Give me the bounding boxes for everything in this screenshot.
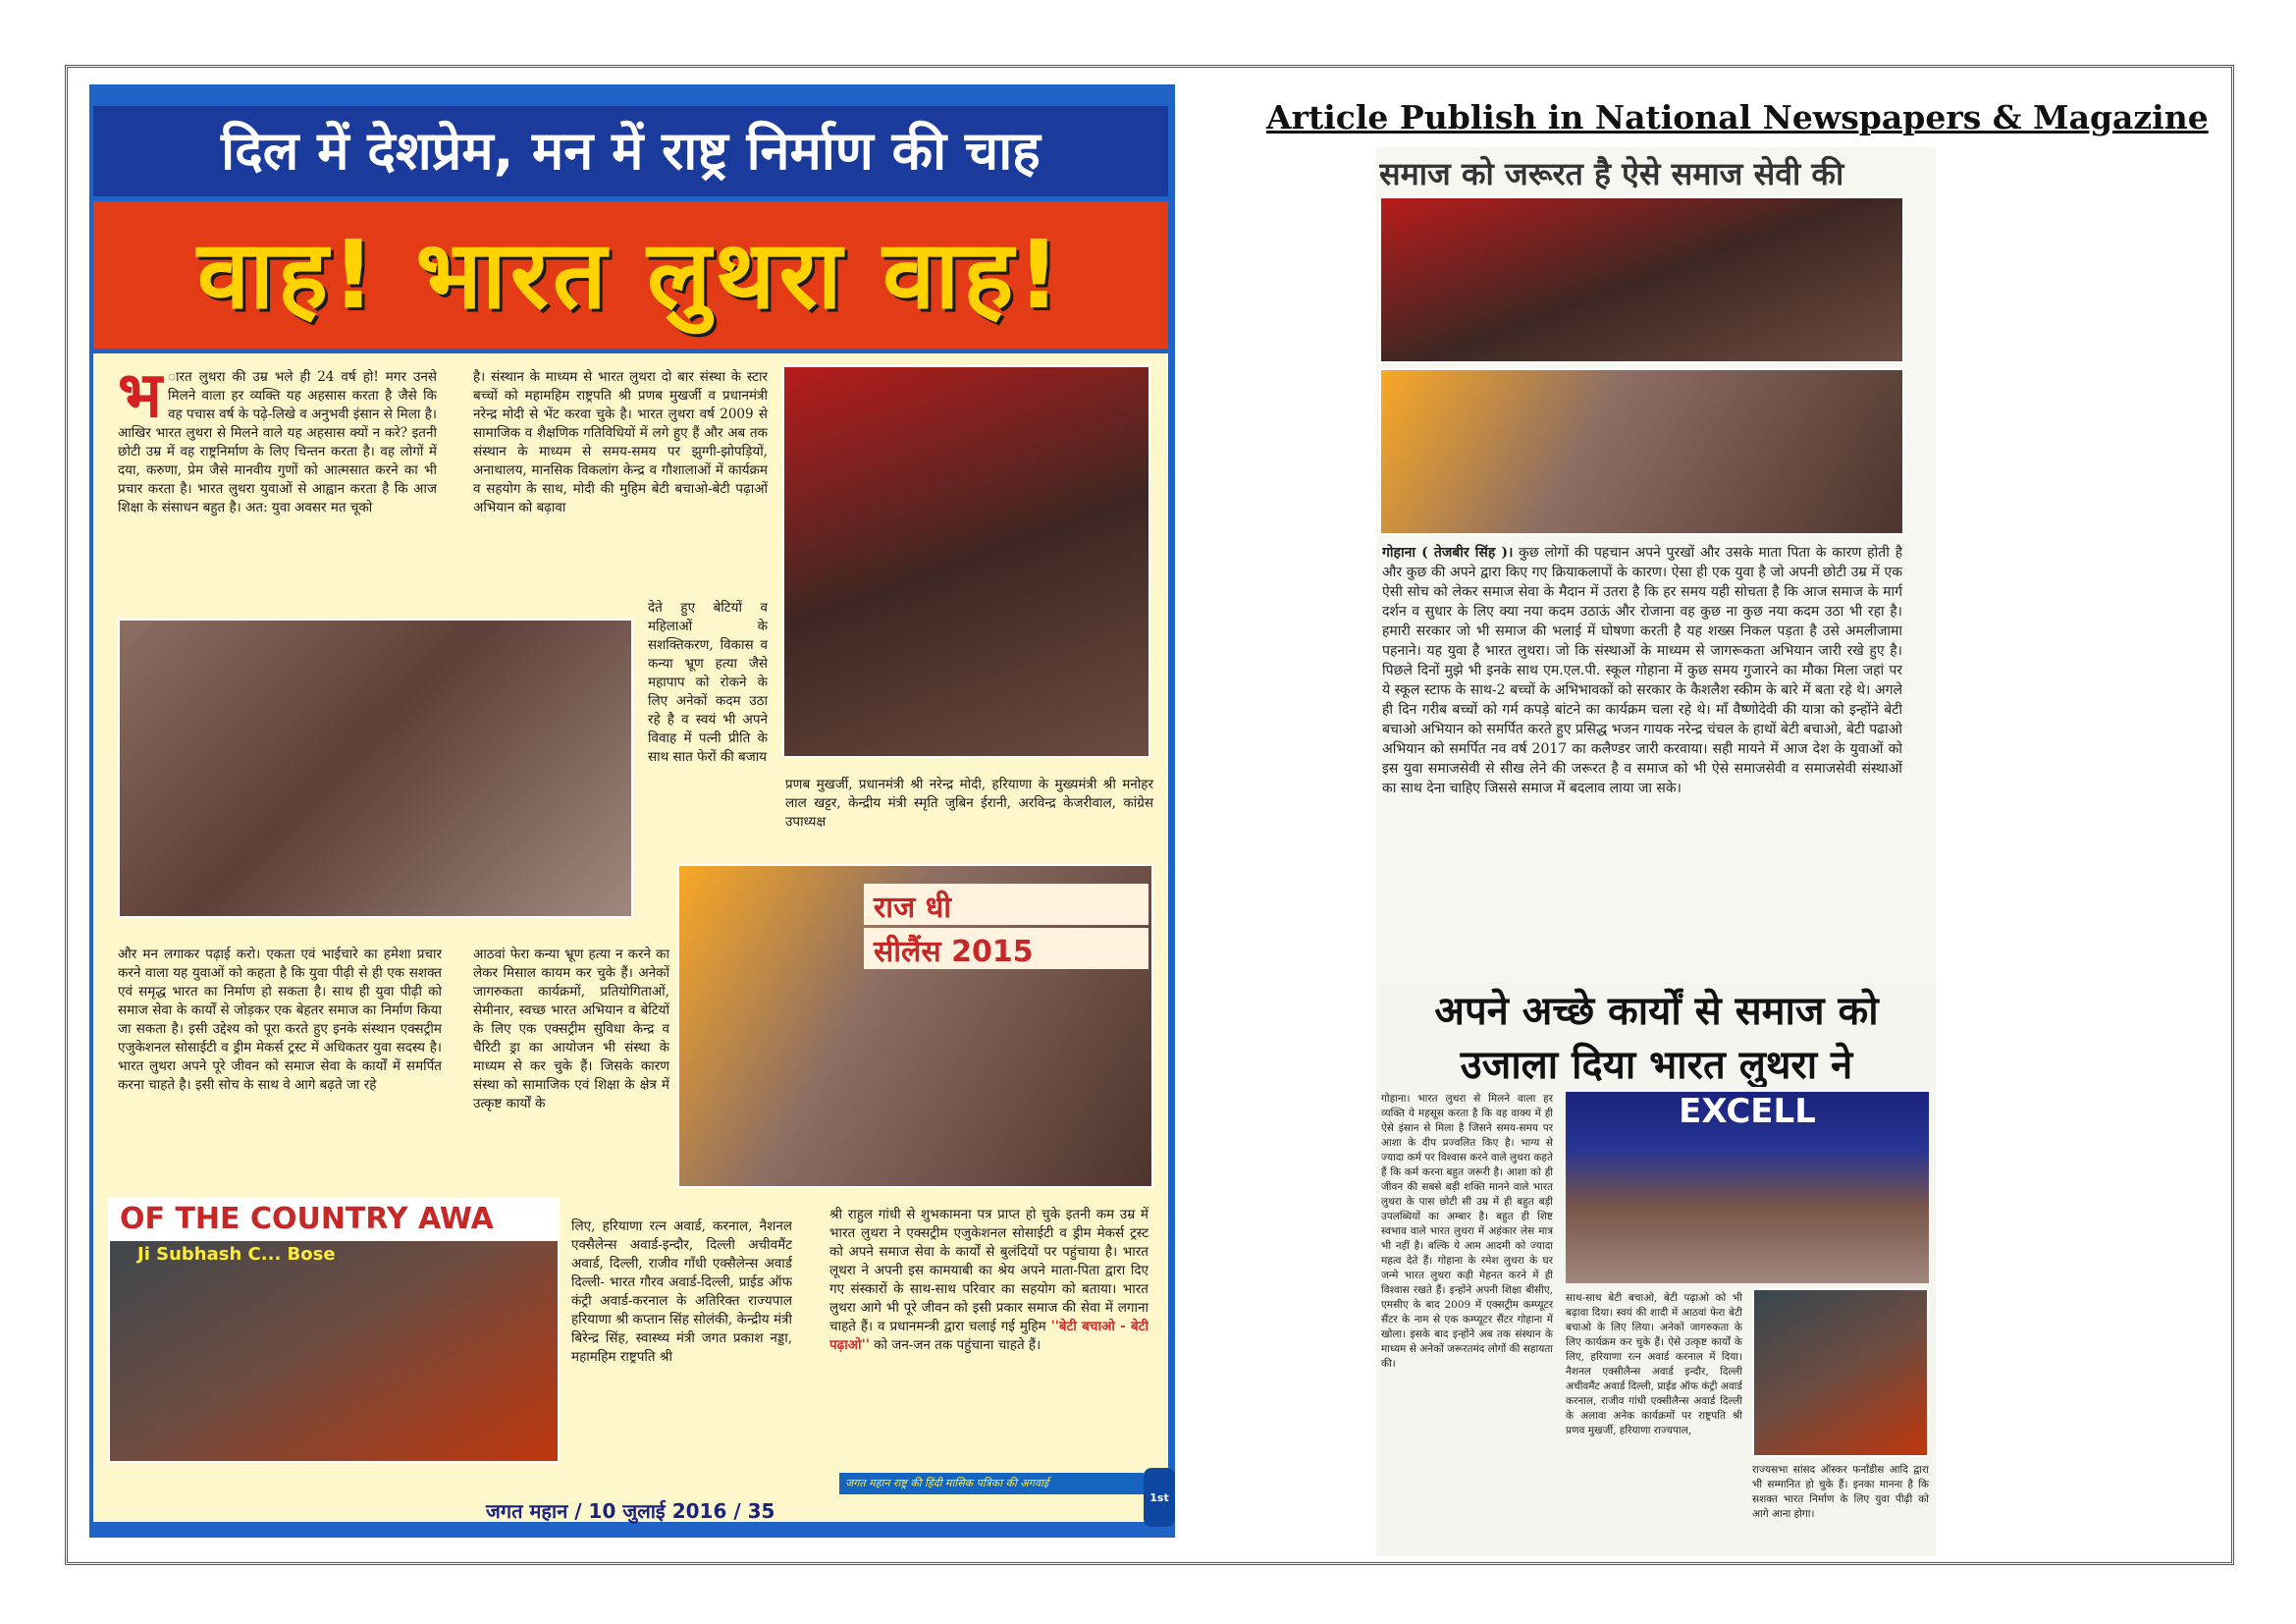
banner-rajiv: राज धी xyxy=(864,884,1148,925)
photo-caption-1: प्रणब मुखर्जी, प्रधानमंत्री श्री नरेन्द्र मोदी, हरियाणा के मुख्यमंत्री श्री मनोहर लाल खट्टर, केन्द्रीय मंत्री स्मृति जुबिन ईरानी, अरविन्द्र केजरीवाल, कांग्रेस उपाध्यक्ष xyxy=(785,777,1153,830)
magazine-column-3: और मन लगाकर पढ़ाई करो। एकता एवं भाईचारे का हमेशा प्रचार करने वाला यह युवाओं को कहता है कि युवा पीढ़ी से ही एक सशक्त एवं समृद्ध भारत का निर्माण हो सकता है। साथ ही युवा पीढ़ी को समाज सेवा के कार्यों से जोड़कर एक बेहतर समाज का निर्माण किया जा सकता है। इसी उद्देश्य को पूरा करते हुए इनके संस्थान एक्सट्रीम एजुकेशनल सोसाईटी व ड्रीम मेकर्स ट्रस्ट में अधिकतर युवा सदस्य है। भारत लुथरा अपने पूरे जीवन को समाज सेवा के कार्यों में समर्पित करना चाहते है। इसी सोच के साथ वे आगे बढ़ते जा रहे xyxy=(118,947,442,1093)
column-1-text: ारत लुथरा की उम्र भले ही 24 वर्ष हो! मगर उनसे मिलने वाला हर व्यक्ति यह अहसास करता है जैसे कि वह पचास वर्ष के पढ़े-लिखे व अनुभवी इंसान से मिला है। आखिर भारत लुथरा से मिलने वाले यह अहसास क्यों न करे? इतनी छोटी उम्र में वह राष्ट्रनिर्माण के लिए चिन्तन करता है। वह लोगों में दया, करुणा, प्रेम जैसे मानवीय गुणों को आत्मसात करने का भी प्रचार करता है। भारत लुथरा युवाओं से आह्वान करता है कि आज शिक्षा के संसाधन बहुत है। अत: युवा अवसर मत चूको xyxy=(118,369,437,515)
magazine-column-5: लिए, हरियाणा रत्न अवार्ड, करनाल, नैशनल एक्सैलेन्स अवार्ड-इन्दौर, दिल्ली अचीवमैंट अवार्ड, दिल्ली, राजीव गाँधी एक्सैलेन्स अवार्ड दिल्ली- भारत गौरव अवार्ड-दिल्ली, प्राईड ऑफ कंट्री अवार्ड-करनाल के अतिरिक्त राज्यपाल हरियाणा श्री कप्तान सिंह सोलंकी, केन्द्रीय मंत्री बिरेन्द्र सिंह, स्वास्थ्य मंत्री जगत प्रकाश नड्डा, महामहिम राष्ट्रपति श्री xyxy=(571,1218,792,1365)
clipping-1-body xyxy=(1382,543,1902,975)
column-6-text: श्री राहुल गांधी से शुभकामना पत्र प्राप्त हो चुके इतनी कम उम्र में भारत लुथरा ने एक्सट्रीम एजुकेशनल सोसाईटी व ड्रीम मेकर्स ट्रस्ट को अपने समाज सेवा के कार्यों से बुलंदियों पर पहुंचाया है। भारत लूथरा ने अपनी इस कामयाबी का श्रेय अपने माता-पिता द्वारा दिए गए संस्कारों के साथ-साथ परिवार का सहयोग को बताया। भारत लुथरा आगे भी पूरे जीवन को इसी प्रकार समाज की सेवा में लगाना चाहते हैं। व प्रधानमन्त्री द्वारा चलाई गई मुहिम xyxy=(829,1207,1148,1334)
clipping-2-headline-2: उजाला दिया भारत लुथरा ने xyxy=(1460,1043,1853,1087)
magazine-column-2b: देते हुए बेटियों व महिलाओं के सशक्तिकरण, विकास व कन्या भ्रूण हत्या जैसे महापाप को रोकने के लिए अनेकों कदम उठा रहे है व स्वयं भी अपने विवाह में पत्नी प्रीति के साथ सात फेरों की बजाय xyxy=(648,600,768,765)
clipping-2-headline-1: अपने अच्छे कार्यों से समाज को xyxy=(1434,989,1879,1033)
clipping-2-banner: EXCELL xyxy=(1679,1092,1816,1131)
photo-inauguration xyxy=(118,619,633,918)
photo-president-meeting xyxy=(782,365,1150,758)
magazine-column-2: है। संस्थान के माध्यम से भारत लुथरा दो बार संस्था के स्टार बच्चों को महामहिम राष्ट्रपति श्री प्रणब मुखर्जी व प्रधानमंत्री नरेन्द्र मोदी से भेंट करवा चुके है। भारत लुथरा वर्ष 2009 से सामाजिक व शैक्षणिक गतिविधियों में लगे हुए हैं और अब तक संस्थान के माध्यम से समय-समय पर झुग्गी-झोपड़ियों, अनाथालय, मानसिक विकलांग केन्द्र व गौशालाओं में कार्यक्रम व सहयोग के साथ, मोदी की मुहिम बेटी बचाओ-बेटी पढ़ाओं अभियान को बढ़ावा xyxy=(473,369,768,515)
magazine-column-6 xyxy=(829,1206,1148,1441)
magazine-footer: जगत महान / 10 जुलाई 2016 / 35 xyxy=(486,1499,775,1523)
clipping-1-text: कुछ लोगों की पहचान अपने पुरखों और उसके माता पिता के कारण होती है और कुछ की अपने द्वारा किए गए क्रियाकलापों के कारण। ऐसा ही एक युवा है जो अपनी छोटी उम्र में एक ऐसी सोच को लेकर समाज सेवा के मैदान में उतरा है कि हर समय यही सोचता है कि आज समाज के मार्ग दर्शन व सुधार के लिए क्या नया कदम उठाऊं और रोजाना वह कुछ ना कुछ नया कदम उठा भी रहा है। हमारी सरकार जो भी समाज की भलाई में घोषणा करती है यह शख्स निकल पड़ता है उसे अमलीजामा पहनाने। यह युवा है भारत लुथरा। जो कि संस्थाओं के माध्यम से जागरूकता अभियान जारी रखे हुए है। पिछले दिनों मुझे भी इनके साथ एम.एल.पी. स्कूल गोहाना में कुछ समय गुजारने का मौका मिला जहां पर ये स्कूल स्टाफ के साथ-2 बच्चों के अभिभावकों को सरकार के कैशलैश स्कीम के बारे में बता रहे थे। अगले ही दिन गरीब बच्चों को गर्म कपड़े बांटने का कार्यक्रम चला रहे थे। माँ वैष्णोदेवी की यात्रा को इन्होंने बेटी बचाओ अभियान को समर्पित करते हुए प्रसिद्ध भजन गायक नरेन्द्र चंचल के हाथों बेटी बचाओ, बेटी पढाओ अभियान को समर्पित नव वर्ष 2017 का कलैण्डर जारी करवाया। सही मायने में आज देश के युवाओं को इस युवा समाजसेवी से सीख लेने की जरूरत है व समाज को भी ऐसे समाजसेवी व समाजसेवी संस्थाओं का साथ देना चाहिए जिससे समाज में बदलाव लाया जा सके। xyxy=(1382,545,1902,796)
clipping-2-award-photo xyxy=(1566,1092,1929,1283)
magazine-logo: 1st xyxy=(1144,1468,1175,1527)
clipping-1-photo-top xyxy=(1379,196,1904,363)
clipping-2-photo-2 xyxy=(1752,1288,1929,1457)
clipping-1-dateline: गोहाना ( तेजबीर सिंह )। xyxy=(1382,545,1514,561)
banner-excellence: सीलैंस 2015 xyxy=(864,928,1148,969)
drop-cap: भ xyxy=(118,368,162,432)
column-6-highlight: ''बेटी बचाओ - बेटी पढ़ाओ'' xyxy=(829,1319,1148,1353)
clipping-1-photo-bottom xyxy=(1379,368,1904,535)
magazine-headline-main: वाह! भारत लुथरा वाह! xyxy=(93,201,1168,349)
banner-country-award: OF THE COUNTRY AWA xyxy=(110,1200,558,1241)
clipping-2-column-2: साथ-साथ बेटी बचाओ, बेटी पढ़ाओ को भी बढ़ावा दिया। स्वयं की शादी में आठवां फेरा बेटी बचाओ के लिए लिया। अनेकों जागरुकता के लिए कार्यक्रम कर चुके हैं। ऐसे उत्कृष्ट कार्यों के लिए, हरियाणा रत्न अवार्ड करनाल में दिया। नैशनल एक्सीलैन्स अवार्ड इन्दौर, दिल्ली अचीवमैंट अवार्ड दिल्ली, प्राईड ऑफ कंट्री अवार्ड करनाल, राजीव गांधी एक्सीलैन्स अवार्ड दिल्ली के अलावा अनेक कार्यक्रमों पर राष्ट्रपति श्री प्रणव मुखर्जी, हरियाणा राज्यपाल, xyxy=(1566,1292,1742,1436)
clipping-1-headline: समाज को जरूरत है ऐसे समाज सेवी की xyxy=(1379,155,1844,192)
page-title: Article Publish in National Newspapers & Magazine xyxy=(1266,98,2209,136)
column-6-tail: को जन-जन तक पहुंचाना चाहते हैं। xyxy=(874,1337,1041,1353)
magazine-column-4: आठवां फेरा कन्या भ्रूण हत्या न करने का लेकर मिसाल कायम कर चुके हैं। अनेकों जागरुकता कार्यक्रमों, प्रतियोगिताओं, सेमीनार, स्वच्छ भारत अभियान व बेटियों के लिए एक एक्सट्रीम सुविधा केन्द्र व चैरिटी ड्रा का आयोजन भी संस्था के माध्यम से कर चुके हैं। जिसके कारण संस्था को सामाजिक एवं शिक्षा के क्षेत्र में उत्कृष्ट कार्यों के xyxy=(473,947,669,1111)
banner-subhash: Ji Subhash C... Bose xyxy=(137,1244,336,1265)
clipping-2-column-3: राज्यसभा सांसद ऑस्कर फर्नांडीस आदि द्वारा भी सम्मानित हो चुके हैं। इनका मानना है कि सशक्त भारत निर्माण के लिए युवा पीढ़ी को आगे आना होगा। xyxy=(1752,1464,1929,1520)
magazine-footer-strip: जगत महान राष्ट्र की हिंदी मासिक पत्रिका की अगवाई xyxy=(839,1473,1144,1494)
magazine-column-1 xyxy=(118,368,437,614)
clipping-2-column-1: गोहाना। भारत लुथरा से मिलने वाला हर व्यक्ति ये महसूस करता है कि वह वाक्य में ही ऐसे इंसान से मिला है जिसने समय-समय पर आशा के दीप प्रज्वलित किए है। भाग्य से ज्यादा कर्म पर विश्वास करने वाले लुथरा कहते हैं कि कर्म करना बहुत जरूरी है। आशा को ही जीवन की सबसे बड़ी शक्ति मानने वाले भारत लुथरा के पास छोटी सी उम्र में ही बहुत बड़ी उपलब्धियों का अम्बार है। बहुत ही शिष्ट स्वभाव वाले भारत लुथरा में अहंकार लेस मात्र भी नहीं है। बल्कि ये आम आदमी को ज्यादा महत्व देते हैं। गोहाना के रमेश लुथरा के घर जन्मे भारत लुथरा कड़ी मेहनत करने में ही विश्वास रखते हैं। इन्होंने अपनी शिक्षा बीसीए, एमसीए के बाद 2009 में एक्सट्रीम कम्प्यूटर सैंटर के नाम से एक कम्प्यूटर सैंटर गोहाना में खोला। इसके बाद इन्होंने अब तक संस्थान के माध्यम से अनेकों जरूरतमंद लोगों की सहायता की। xyxy=(1381,1093,1553,1370)
magazine-headline-top: दिल में देशप्रेम, मन में राष्ट्र निर्माण की चाह xyxy=(93,106,1168,196)
